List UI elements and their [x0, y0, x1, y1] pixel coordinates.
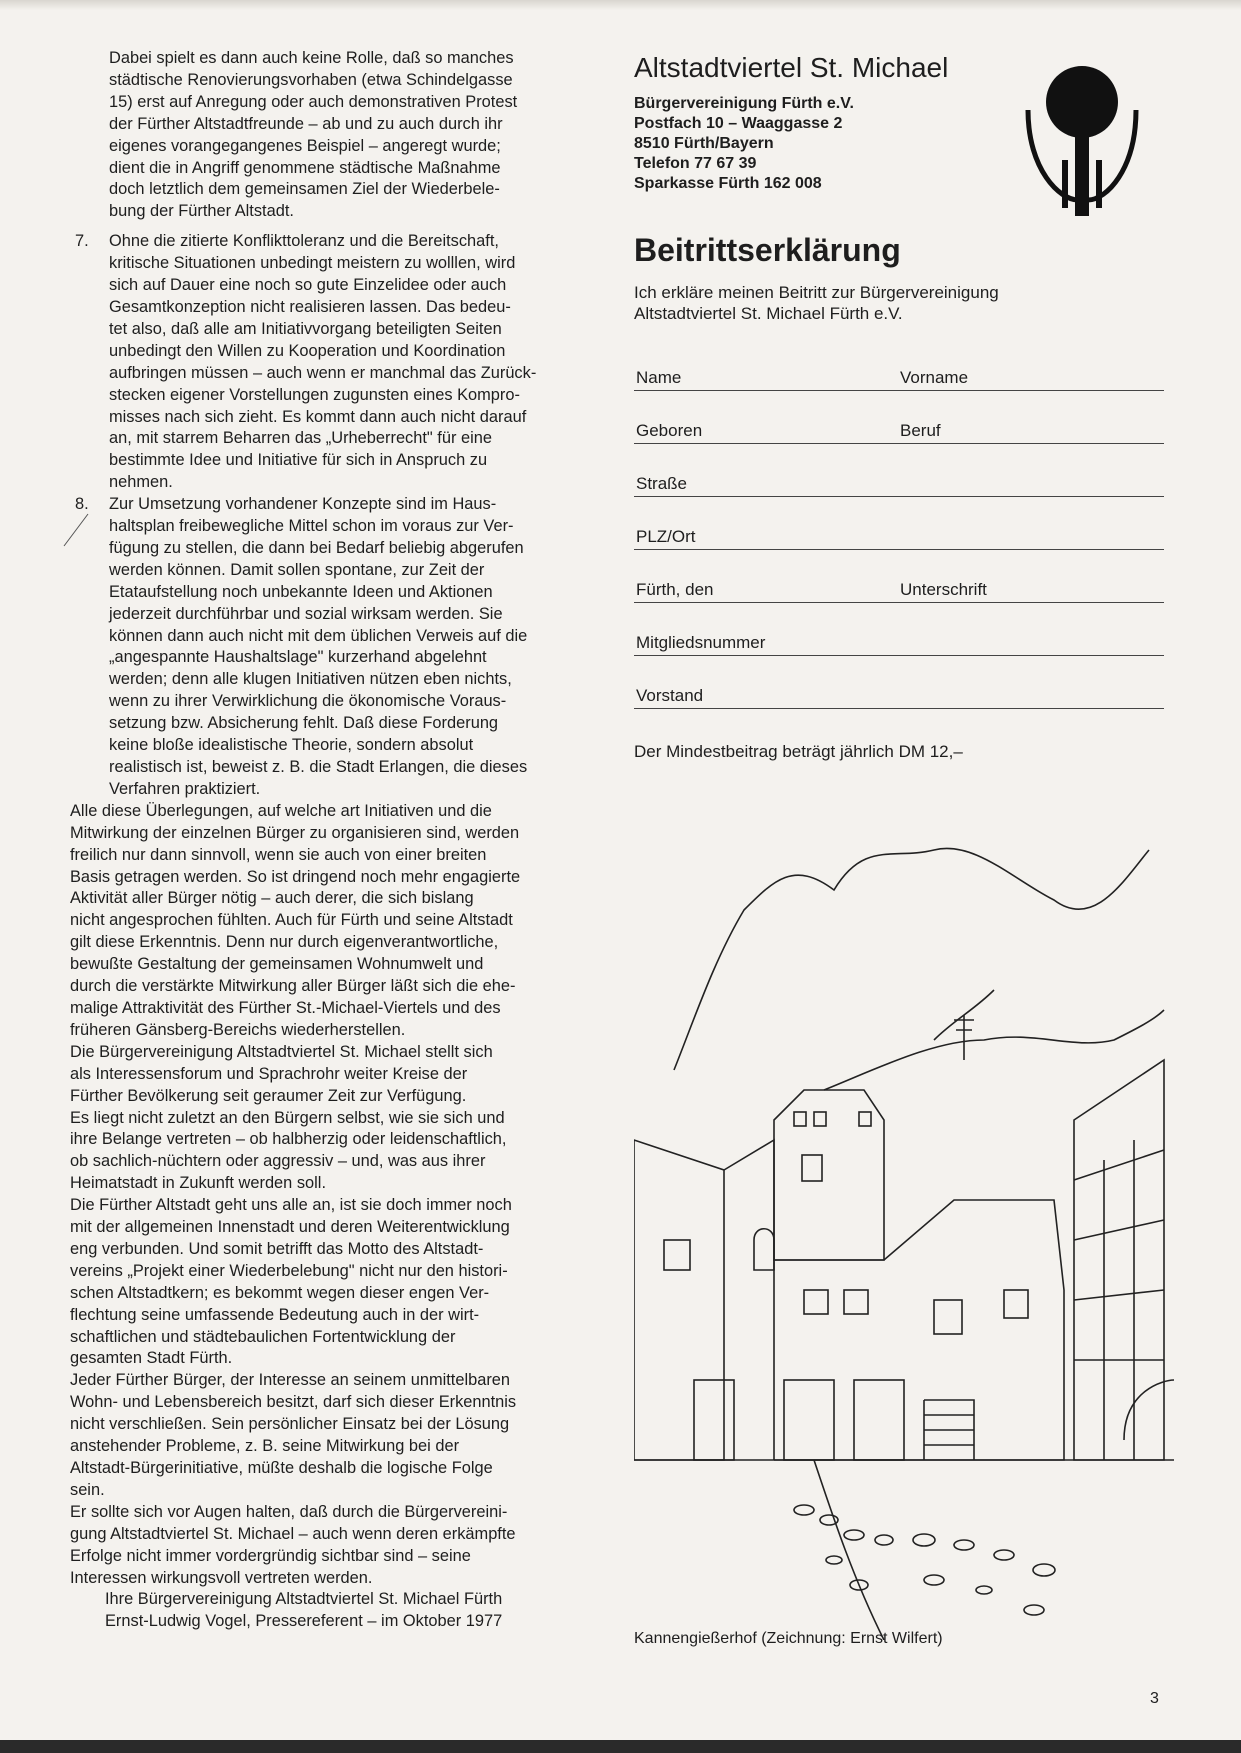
text-line: kritische Situationen unbedingt meistern zu wolllen, wird — [109, 254, 516, 273]
text-line: freilich nur dann sinnvoll, wenn sie auch von einer breiten — [70, 845, 487, 864]
text-line: schaftlichen und städtebaulichen Fortentwicklung der — [70, 1327, 456, 1346]
text-line: früheren Gänsberg-Bereichs wiederherstellen. — [70, 1020, 406, 1039]
text-line: eigenes vorangegangenes Beispiel – angeregt wurde; — [109, 136, 501, 155]
association-logo — [1020, 60, 1140, 220]
text-line: tet also, daß alle am Initiativvorgang beteiligten Seiten — [109, 319, 502, 338]
address-line: Sparkasse Fürth 162 008 — [634, 175, 822, 192]
page-top-edge — [0, 0, 1241, 10]
text-line: vereins „Projekt einer Wiederbelebung" nicht nur den histori- — [70, 1261, 508, 1280]
text-line: Ernst-Ludwig Vogel, Pressereferent – im Oktober 1977 — [105, 1612, 503, 1631]
unterschrift-label: Unterschrift — [900, 580, 987, 599]
name-field-row[interactable] — [634, 362, 1164, 391]
text-line: Alle diese Überlegungen, auf welche art Initiativen und die — [70, 801, 492, 820]
left-column — [70, 48, 610, 1633]
plz-ort-label: PLZ/Ort — [636, 527, 696, 546]
body-text — [70, 801, 610, 1590]
vorstand-label: Vorstand — [636, 686, 704, 705]
text-line: bestimmte Idee und Initiative für sich in Anspruch zu — [109, 451, 488, 470]
text-line: setzung bzw. Absicherung fehlt. Daß diese Forderung — [109, 714, 499, 733]
min-fee-text: Der Mindestbeitrag beträgt jährlich DM 12,– — [634, 742, 963, 761]
text-line: eng verbunden. Und somit betrifft das Motto des Altstadt- — [70, 1239, 484, 1258]
name-label: Name — [636, 368, 682, 387]
text-line: haltsplan freibewegliche Mittel schon im voraus zur Ver- — [109, 517, 514, 536]
text-line: Er sollte sich vor Augen halten, daß durch die Bürgervereini- — [70, 1502, 508, 1521]
text-line: Jeder Fürther Bürger, der Interesse an seinem unmittelbaren — [70, 1371, 511, 1390]
text-line: Ohne die zitierte Konflikttoleranz und die Bereitschaft, — [109, 232, 499, 251]
geboren-label: Geboren — [636, 421, 703, 440]
text-line: „angespannte Haushaltslage" kurzerhand abgelehnt — [109, 648, 487, 667]
text-line: nicht verschließen. Sein persönlicher Einsatz bei der Lösung — [70, 1415, 510, 1434]
geboren-field-row[interactable] — [634, 415, 1164, 444]
text-line: unbedingt den Willen zu Kooperation und Koordination — [109, 341, 506, 360]
text-line: flechtung seine umfassende Bedeutung auch in der wirt- — [70, 1305, 480, 1324]
text-line: an, mit starrem Beharren das „Urheberrecht" für eine — [109, 429, 492, 448]
text-line: Etataufstellung noch unbekannte Ideen und Aktionen — [109, 582, 493, 601]
text-line: städtische Renovierungsvorhaben (etwa Schindelgasse — [109, 70, 513, 89]
text-line: sich auf Dauer eine noch so gute Einzelidee oder auch — [109, 276, 507, 295]
text-line: Fürther Bevölkerung seit geraumer Zeit zur Verfügung. — [70, 1086, 467, 1105]
vorname-label: Vorname — [900, 368, 969, 387]
text-line: misses nach sich zieht. Es kommt dann auch nicht darauf — [109, 407, 527, 426]
vorstand-field[interactable] — [634, 680, 1164, 709]
text-line: bung der Fürther Altstadt. — [109, 202, 294, 221]
text-line: Altstadt-Bürgerinitiative, müßte deshalb die logische Folge — [70, 1459, 493, 1477]
text-line: nicht angesprochen fühlten. Auch für Fürth und seine Altstadt — [70, 911, 513, 930]
text-line: bewußte Gestaltung der gemeinsamen Wohnumwelt und — [70, 955, 484, 974]
text-line: der Fürther Altstadtfreunde – ab und zu auch durch ihr — [109, 114, 503, 133]
form-title: Beitrittserklärung — [634, 232, 901, 268]
text-line: Ich erkläre meinen Beitritt zur Bürgervereinigung — [634, 283, 999, 302]
org-title: Altstadtviertel St. Michael — [634, 52, 949, 83]
text-line: Heimatstadt in Zukunft werden soll. — [70, 1174, 326, 1193]
text-line: Gesamtkonzeption nicht realisieren lassen. Das bedeu- — [109, 297, 511, 316]
text-line: Mitwirkung der einzelnen Bürger zu organisieren sind, werden — [70, 823, 520, 842]
text-line: mit der allgemeinen Innenstadt und deren Weiterentwicklung — [70, 1218, 510, 1237]
text-line: malige Attraktivität des Fürther St.-Michael-Viertels und des — [70, 998, 501, 1017]
address-line: 8510 Fürth/Bayern — [634, 135, 774, 152]
address-line: Telefon 77 67 39 — [634, 155, 757, 172]
text-line: Basis getragen werden. So ist dringend noch mehr engagierte — [70, 867, 521, 886]
text-line: Altstadtviertel St. Michael Fürth e.V. — [634, 304, 903, 323]
text-line: werden; denn alle klugen Initiativen nützen eben nichts, — [109, 670, 512, 689]
kannengiesserhof-drawing — [634, 820, 1174, 1640]
text-line: schen Altstadtkern; es bekommt wegen dieser engen Ver- — [70, 1283, 490, 1302]
text-line: gung Altstadtviertel St. Michael – auch wenn deren erkämpfte — [70, 1524, 516, 1543]
pencil-mark — [60, 510, 90, 550]
text-line: Interessen wirkungsvoll vertreten werden. — [70, 1568, 373, 1587]
text-line: können dann auch nicht mit dem üblichen Verweis auf die — [109, 626, 528, 645]
address-line: Postfach 10 – Waaggasse 2 — [634, 115, 843, 132]
beruf-label: Beruf — [900, 421, 941, 440]
text-line: stecken eigener Vorstellungen zugunsten eines Kompro- — [109, 385, 520, 404]
text-line: dient die in Angriff genommene städtische Maßnahme — [109, 158, 501, 177]
text-line: anstehender Probleme, z. B. seine Mitwirkung bei der — [70, 1437, 460, 1456]
signature-block — [70, 1589, 610, 1633]
fuerth-den-label: Fürth, den — [636, 580, 714, 599]
text-line: Zur Umsetzung vorhandener Konzepte sind im Haus- — [109, 495, 497, 514]
text-line: Aktivität aller Bürger nötig – auch derer, die sich bislang — [70, 889, 474, 908]
strasse-field[interactable] — [634, 468, 1164, 497]
text-line: aufbringen müssen – auch wenn er manchmal das Zurück- — [109, 363, 537, 382]
mitgliedsnummer-label: Mitgliedsnummer — [636, 633, 766, 652]
text-line: nehmen. — [109, 473, 173, 492]
text-line: werden können. Damit sollen spontane, zur Zeit der — [109, 560, 485, 579]
page-bottom-edge — [0, 1740, 1241, 1753]
strasse-label: Straße — [636, 474, 688, 493]
text-line: gilt diese Erkenntnis. Denn nur durch eigenverantwortliche, — [70, 933, 499, 952]
text-line: fügung zu stellen, die dann bei Bedarf beliebig abgerufen — [109, 538, 524, 557]
text-line: Die Fürther Altstadt geht uns alle an, ist sie doch immer noch — [70, 1196, 512, 1215]
plz-ort-field[interactable] — [634, 521, 1164, 550]
text-line: als Interessensforum und Sprachrohr weiter Kreise der — [70, 1064, 468, 1083]
text-line: Verfahren praktiziert. — [109, 779, 261, 798]
item-number: 8. — [75, 495, 89, 514]
drawing-caption: Kannengießerhof (Zeichnung: Ernst Wilfert) — [634, 1630, 943, 1647]
mitgliedsnummer-field[interactable] — [634, 627, 1164, 656]
text-line: 15) erst auf Anregung oder auch demonstrativen Protest — [109, 92, 518, 111]
declaration-text — [634, 282, 1114, 324]
text-line: doch letztlich dem gemeinsamen Ziel der Wiederbele- — [109, 180, 500, 199]
text-line: wenn zu ihrer Verwirklichung die ökonomische Voraus- — [109, 692, 507, 711]
text-line: Erfolge nicht immer vordergründig sichtbar sind – seine — [70, 1546, 471, 1565]
text-line: Dabei spielt es dann auch keine Rolle, daß so manches — [109, 49, 514, 67]
text-line: Wohn- und Lebensbereich besitzt, darf sich dieser Erkenntnis — [70, 1393, 517, 1412]
text-line: Ihre Bürgervereinigung Altstadtviertel St. Michael Fürth — [105, 1590, 503, 1609]
text-line: gesamten Stadt Fürth. — [70, 1349, 233, 1368]
text-line: jederzeit durchführbar und sozial wirksam werden. Sie — [109, 604, 503, 623]
text-line: ob sachlich-nüchtern oder aggressiv – und, was aus ihrer — [70, 1152, 486, 1171]
item-number: 7. — [75, 232, 89, 251]
text-line: Die Bürgervereinigung Altstadtviertel St. Michael stellt sich — [70, 1042, 493, 1061]
list-item-8 — [70, 494, 610, 801]
text-line: Es liegt nicht zuletzt an den Bürgern selbst, wie sie sich und — [70, 1108, 505, 1127]
text-line: durch die verstärkte Mitwirkung aller Bürger läßt sich die ehe- — [70, 977, 516, 996]
text-line: realistisch ist, beweist z. B. die Stadt Erlangen, die dieses — [109, 758, 528, 776]
text-line: keine bloße idealistische Theorie, sondern absolut — [109, 736, 474, 755]
list-item-7 — [70, 231, 610, 494]
intro-paragraph — [70, 48, 610, 223]
address-line: Bürgervereinigung Fürth e.V. — [634, 95, 854, 112]
date-signature-field-row[interactable] — [634, 574, 1164, 603]
text-line: ihre Belange vertreten – ob halbherzig oder leidenschaftlich, — [70, 1130, 507, 1149]
text-line: sein. — [70, 1480, 105, 1499]
page-number: 3 — [1150, 1690, 1159, 1707]
